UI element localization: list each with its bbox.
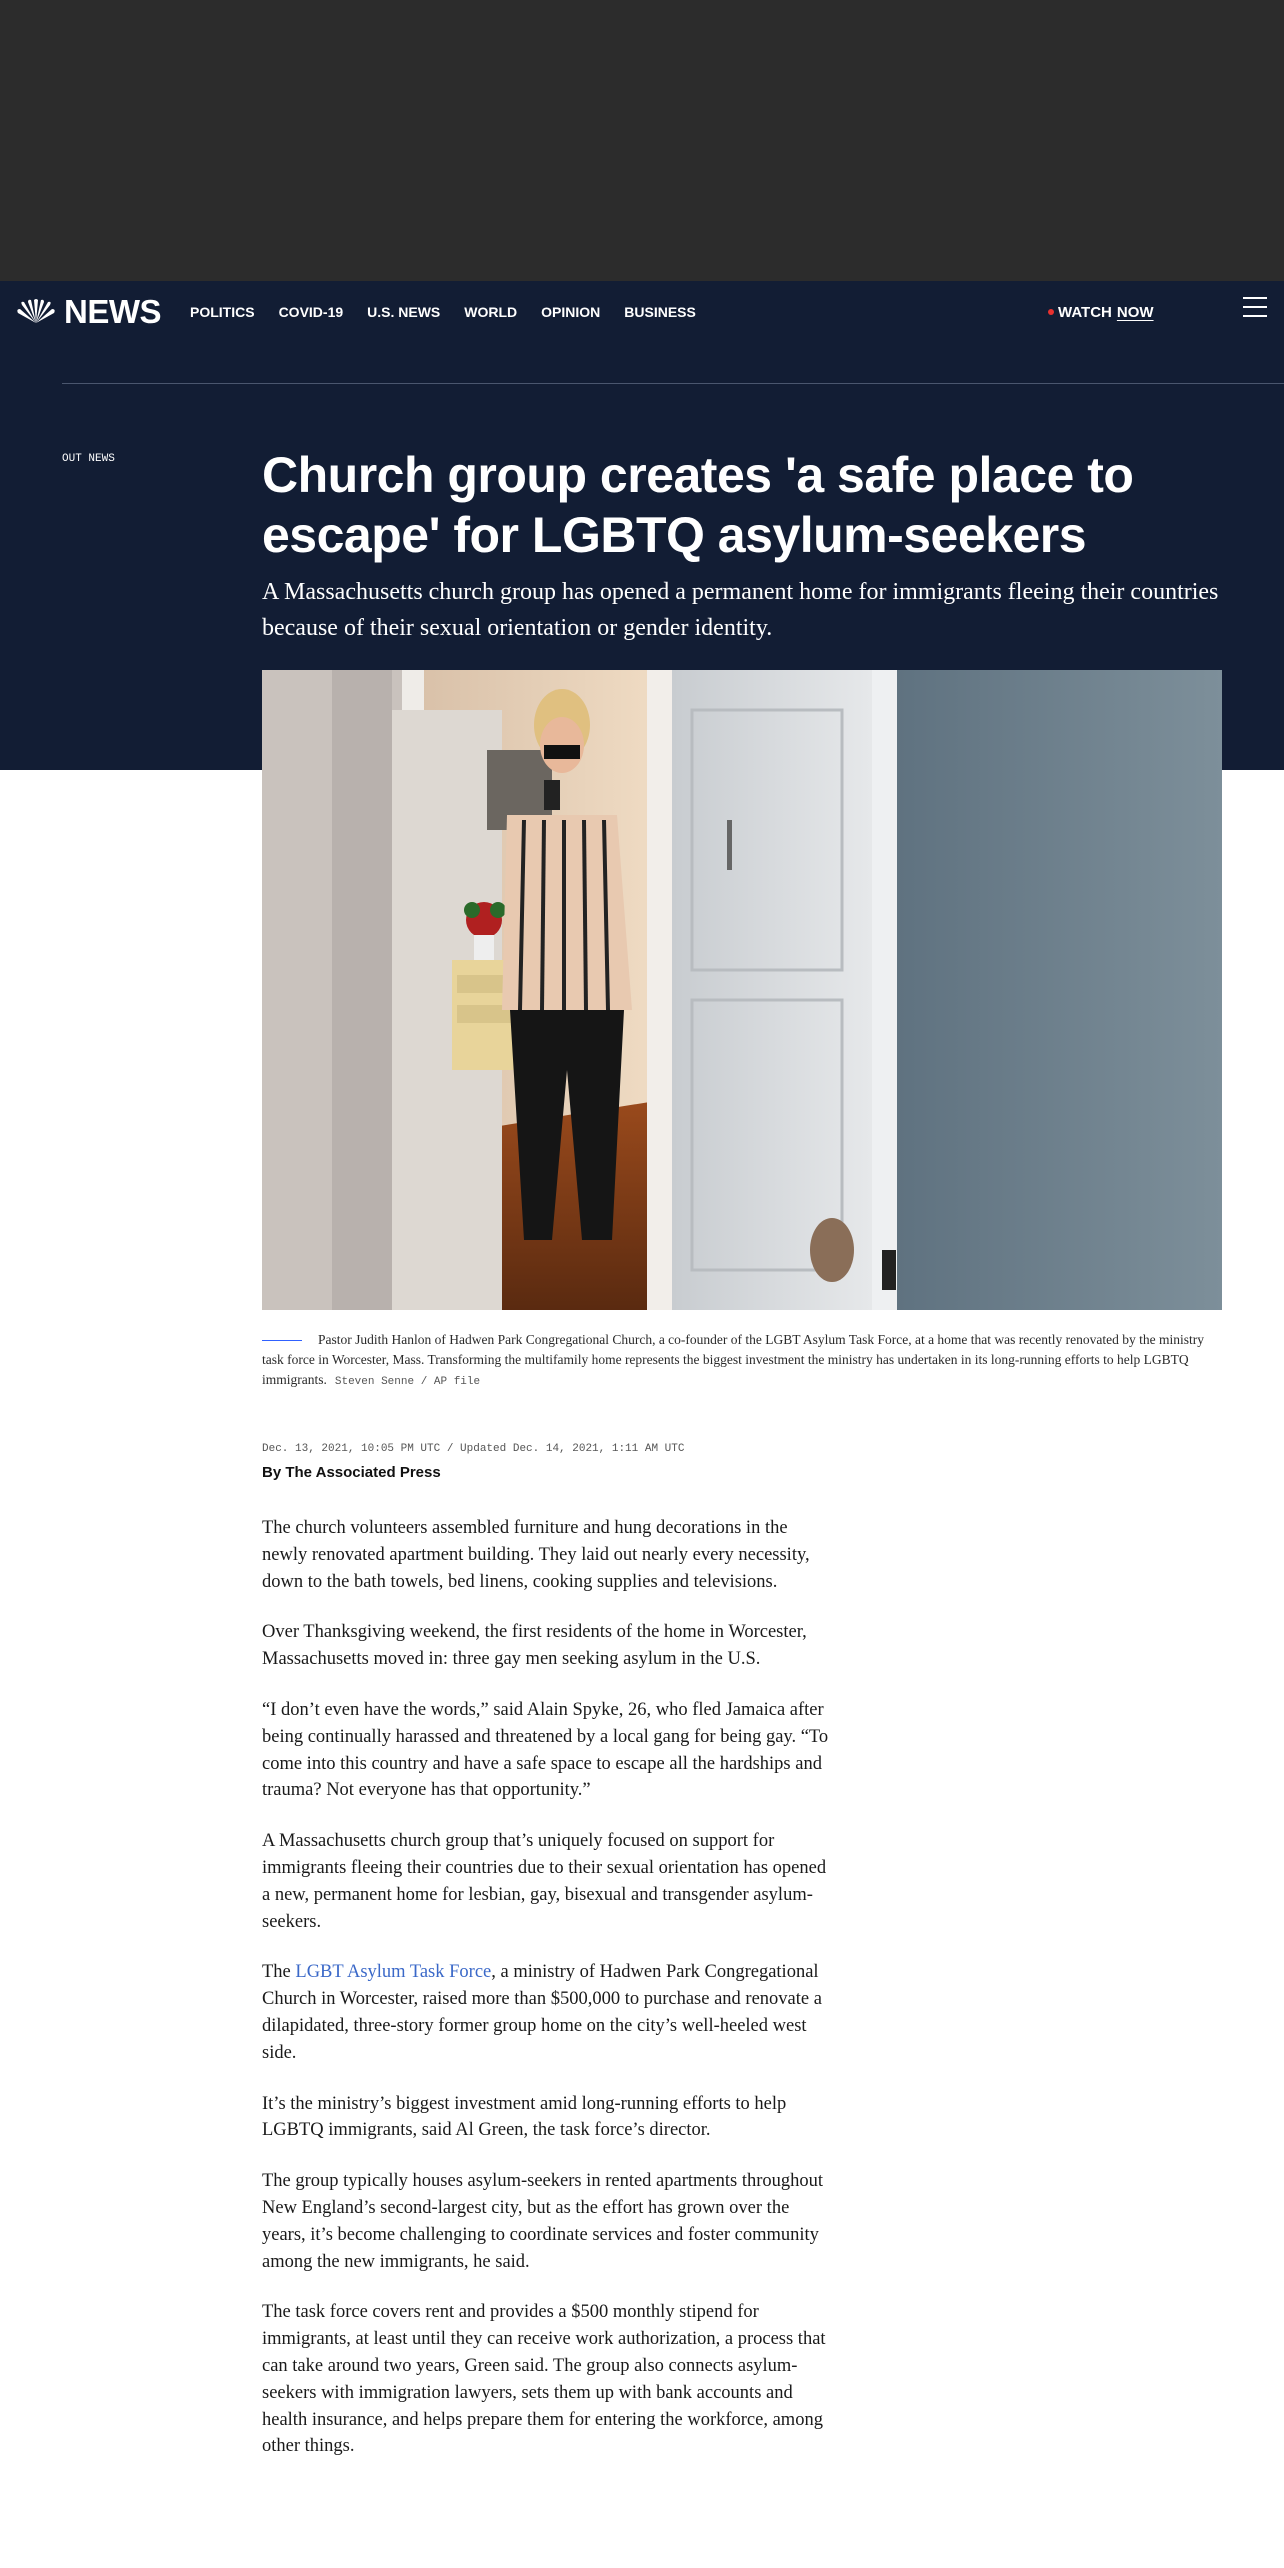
- paragraph: Over Thanksgiving weekend, the first residents of the home in Worcester, Massachusetts moved in: three gay men seeking asylum in the U.S.: [262, 1622, 807, 1670]
- now-label: NOW: [1116, 303, 1154, 321]
- paragraph: The task force covers rent and provides a $500 monthly stipend for immigrants, at least until they can receive work authorization, a process that can take around two years, Green said. The group also connects asylum-seekers with immigration lawyers, sets them up with bank accounts and health insurance, and helps prepare them for entering the workforce, among other things.: [262, 2302, 826, 2457]
- paragraph-prefix: The: [262, 1962, 296, 1983]
- article-body: [262, 1515, 832, 2484]
- caption-text: Pastor Judith Hanlon of Hadwen Park Congregational Church, a co-founder of the LGBT Asylum Task Force, at a home that was recently renovated by the ministry task force in Worcester, Mass. Transforming the multifamily home represents the biggest investment the ministry has undertaken in its long-running efforts to help LGBTQ immigrants.: [262, 1332, 1204, 1387]
- nav-link-politics[interactable]: POLITICS: [190, 304, 255, 320]
- paragraph: The group typically houses asylum-seekers in rented apartments throughout New England’s second-largest city, but as the effort has grown over the years, it’s become challenging to coordinate services and foster community among the new immigrants, he said.: [262, 2171, 824, 2272]
- nav-link-opinion[interactable]: OPINION: [541, 304, 601, 320]
- paragraph: A Massachusetts church group that’s uniquely focused on support for immigrants fleeing their countries due to their sexual orientation has opened a new, permanent home for lesbian, gay, bisexual and transgender asylum-seekers.: [262, 1831, 827, 1932]
- watch-now-button[interactable]: [1048, 281, 1154, 343]
- article-timestamp: Dec. 13, 2021, 10:05 PM UTC / Updated Dec. 14, 2021, 1:11 AM UTC: [262, 1443, 685, 1455]
- paragraph: [262, 1959, 832, 2066]
- top-navbar: [0, 281, 1284, 343]
- nav-link-business[interactable]: BUSINESS: [624, 304, 696, 320]
- paragraph-suffix: , a ministry of Hadwen Park Congregational Church in Worcester, raised more than $500,000 to purchase and renovate a dilapidated, three-story former group home on the city’s well-heeled west side.: [262, 1962, 822, 2063]
- byline: By The Associated Press: [262, 1464, 441, 1481]
- nav-link-world[interactable]: WORLD: [464, 304, 518, 320]
- section-nav: [190, 281, 720, 343]
- photo-caption: [262, 1330, 1222, 1392]
- nbc-news-logo[interactable]: [16, 293, 161, 331]
- nav-link-us-news[interactable]: U.S. NEWS: [367, 304, 441, 320]
- caption-rule: [262, 1340, 302, 1341]
- headline: Church group creates 'a safe place to escape' for LGBTQ asylum-seekers: [262, 447, 1134, 563]
- live-dot-icon: [1048, 309, 1054, 315]
- logo-text: NEWS: [64, 293, 161, 330]
- lgbt-asylum-task-force-link[interactable]: LGBT Asylum Task Force: [295, 1962, 492, 1983]
- paragraph: The church volunteers assembled furniture and hung decorations in the newly renovated apartment building. They laid out nearly every necessity, down to the bath towels, bed linens, cooking supplies and televisions.: [262, 1518, 810, 1592]
- watch-label: WATCH: [1058, 303, 1112, 321]
- nav-link-covid-19[interactable]: COVID-19: [278, 304, 344, 320]
- dek: A Massachusetts church group has opened a permanent home for immigrants fleeing their countries because of their sexual orientation or gender identity.: [262, 579, 1219, 641]
- photo-credit: Steven Senne / AP file: [334, 1376, 481, 1388]
- menu-icon[interactable]: [1243, 297, 1267, 321]
- paragraph: “I don’t even have the words,” said Alain Spyke, 26, who fled Jamaica after being continually harassed and threatened by a local gang for being gay. “To come into this country and have a safe space to escape all the hardships and trauma? Not everyone has that opportunity.”: [262, 1699, 829, 1801]
- peacock-icon: [16, 299, 56, 325]
- section-kicker[interactable]: OUT NEWS: [62, 453, 115, 465]
- paragraph: It’s the ministry’s biggest investment amid long-running efforts to help LGBTQ immigrants, said Al Green, the task force’s director.: [262, 2093, 787, 2141]
- lead-photo: [262, 670, 1222, 1310]
- ad-slot: [0, 0, 1284, 281]
- divider: [62, 383, 1284, 384]
